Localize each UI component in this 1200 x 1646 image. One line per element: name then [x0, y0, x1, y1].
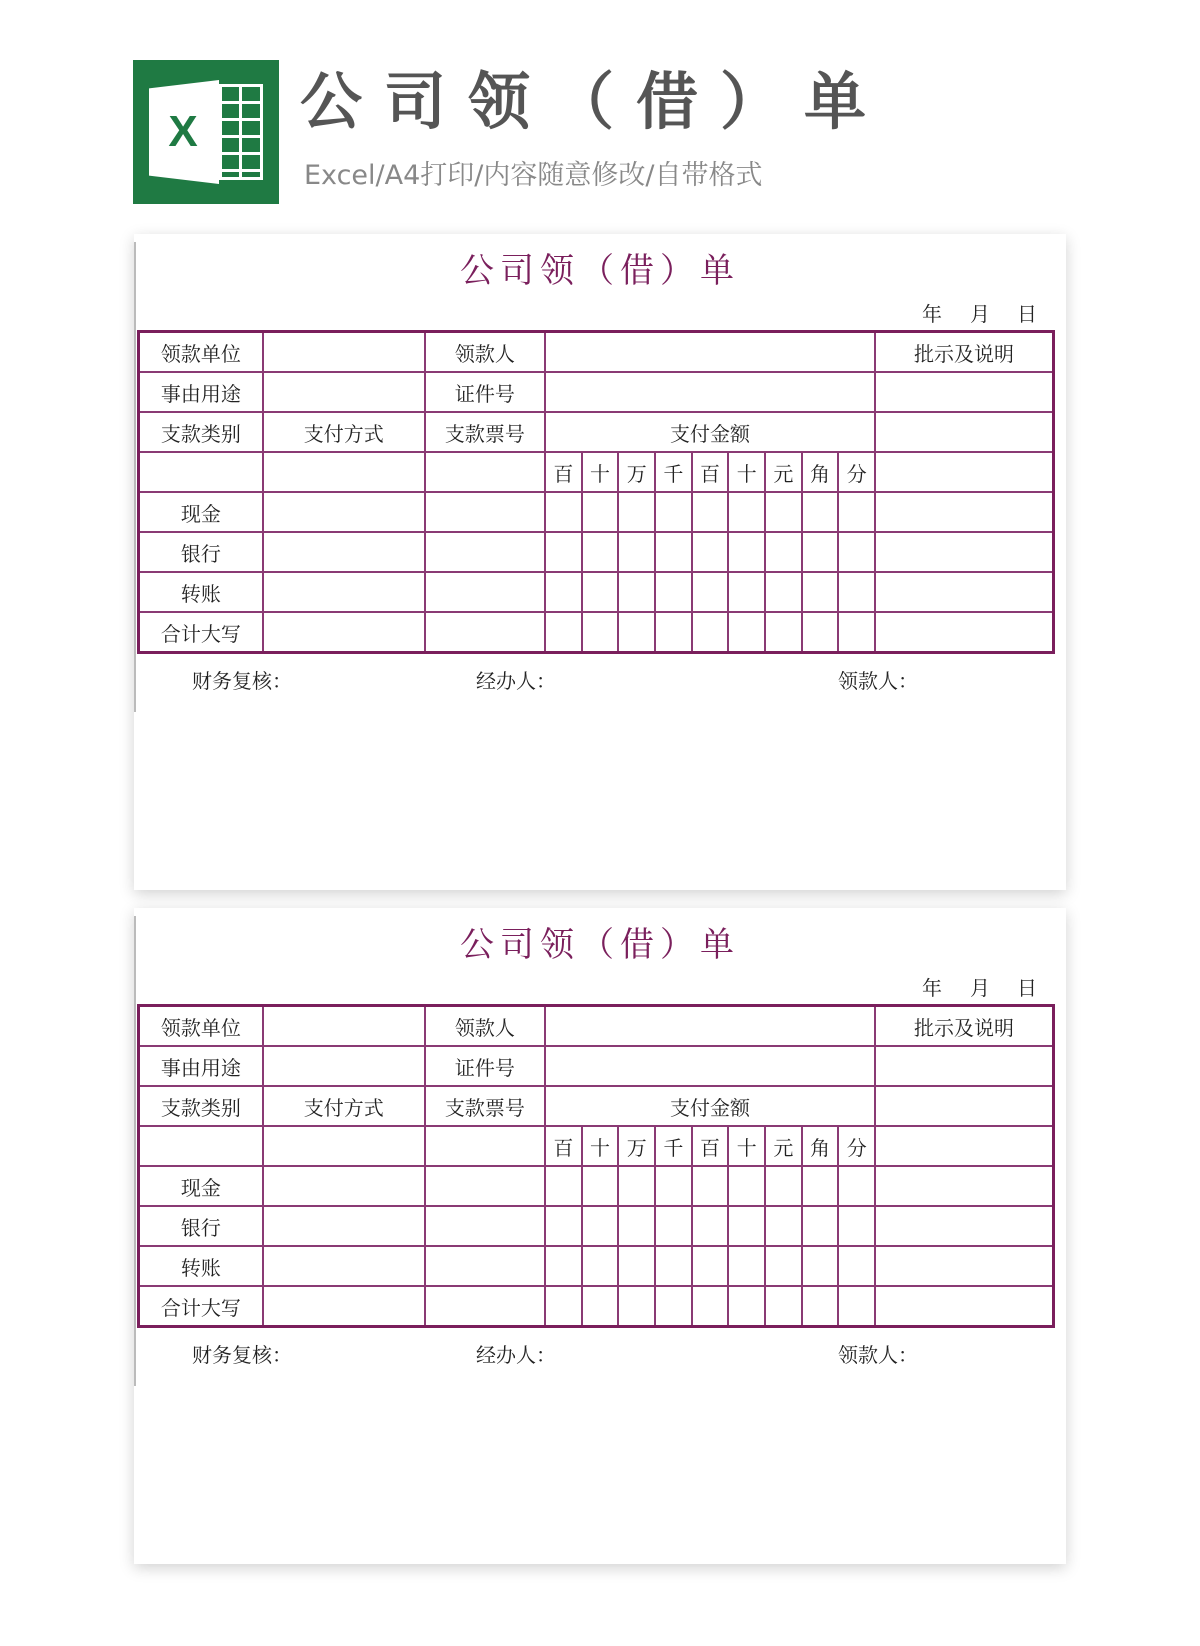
- receiver-label: 领款人：: [838, 669, 918, 693]
- digit-label: 十: [582, 452, 619, 492]
- digit-cell[interactable]: [582, 1286, 619, 1327]
- digit-cell[interactable]: [545, 572, 582, 612]
- table-row: [139, 1006, 1054, 1047]
- table-row: [139, 492, 1054, 532]
- digit-cell[interactable]: [692, 492, 729, 532]
- digit-cell[interactable]: [582, 1166, 619, 1206]
- approval-field[interactable]: [875, 1246, 1053, 1286]
- digit-cell[interactable]: [765, 1206, 802, 1246]
- digit-cell[interactable]: [728, 612, 765, 653]
- purpose-field[interactable]: [263, 1046, 425, 1086]
- digit-label: 百: [692, 1126, 729, 1166]
- date-year-label: 年: [922, 302, 942, 326]
- digit-cell[interactable]: [692, 1246, 729, 1286]
- id-no-label: 证件号: [425, 1046, 545, 1086]
- digit-cell[interactable]: [765, 572, 802, 612]
- amount-label: 支付金额: [545, 1086, 875, 1126]
- table-row: [139, 372, 1054, 412]
- digit-cell[interactable]: [765, 1286, 802, 1327]
- payment-type-label: 现金: [139, 492, 263, 532]
- digit-cell[interactable]: [802, 532, 839, 572]
- digit-label: 十: [582, 1126, 619, 1166]
- entry-cell[interactable]: [263, 1286, 425, 1327]
- digit-cell[interactable]: [765, 532, 802, 572]
- entry-cell[interactable]: [425, 1246, 545, 1286]
- handler-label: 经办人：: [476, 669, 556, 693]
- excel-icon-letter: X: [168, 107, 198, 156]
- digit-cell[interactable]: [655, 572, 692, 612]
- digit-label: 百: [545, 452, 582, 492]
- digit-cell[interactable]: [692, 612, 729, 653]
- receiver-label: 领款人：: [838, 1343, 918, 1367]
- digit-cell[interactable]: [655, 492, 692, 532]
- entry-cell[interactable]: [263, 572, 425, 612]
- finance-review-label: 财务复核：: [192, 1343, 292, 1367]
- approval-field[interactable]: [875, 492, 1053, 532]
- digit-cell[interactable]: [655, 612, 692, 653]
- form-sheet-1: [134, 234, 1066, 890]
- table-row: [139, 572, 1054, 612]
- approval-field[interactable]: [875, 572, 1053, 612]
- approval-field[interactable]: [875, 412, 1053, 452]
- ticket-no-label: 支款票号: [425, 412, 545, 452]
- table-row: [139, 1246, 1054, 1286]
- digit-cell[interactable]: [618, 1206, 655, 1246]
- digit-cell[interactable]: [545, 1206, 582, 1246]
- entry-cell[interactable]: [263, 1246, 425, 1286]
- digit-cell[interactable]: [545, 532, 582, 572]
- id-no-field[interactable]: [545, 1046, 875, 1086]
- excel-icon: [133, 60, 279, 204]
- digit-cell[interactable]: [655, 1166, 692, 1206]
- date-month-label: 月: [970, 976, 990, 1000]
- approval-field[interactable]: [875, 1286, 1053, 1327]
- blank-cell[interactable]: [139, 452, 263, 492]
- digit-label: 百: [692, 452, 729, 492]
- blank-cell[interactable]: [263, 452, 425, 492]
- digit-cell[interactable]: [618, 1166, 655, 1206]
- entry-cell[interactable]: [425, 1166, 545, 1206]
- digit-cell[interactable]: [728, 1286, 765, 1327]
- table-row: [139, 532, 1054, 572]
- approval-field[interactable]: [875, 372, 1053, 412]
- pay-type-label: 支款类别: [139, 412, 263, 452]
- amount-label: 支付金额: [545, 412, 875, 452]
- requisition-table: [137, 1004, 1055, 1328]
- digit-cell[interactable]: [838, 572, 875, 612]
- pay-method-label: 支付方式: [263, 412, 425, 452]
- digit-cell[interactable]: [545, 1246, 582, 1286]
- digit-cell[interactable]: [545, 1166, 582, 1206]
- digit-cell[interactable]: [618, 1286, 655, 1327]
- digit-cell[interactable]: [618, 492, 655, 532]
- approval-field[interactable]: [875, 1126, 1053, 1166]
- digit-cell[interactable]: [802, 1206, 839, 1246]
- pay-type-label: 支款类别: [139, 1086, 263, 1126]
- digit-cell[interactable]: [618, 532, 655, 572]
- date-year-label: 年: [922, 976, 942, 1000]
- digit-cell[interactable]: [838, 532, 875, 572]
- payment-type-label: 合计大写: [139, 1286, 263, 1327]
- digit-label: 元: [765, 452, 802, 492]
- digit-cell[interactable]: [838, 1286, 875, 1327]
- date-month-label: 月: [970, 302, 990, 326]
- digit-cell[interactable]: [582, 532, 619, 572]
- entry-cell[interactable]: [425, 612, 545, 653]
- approval-field[interactable]: [875, 1046, 1053, 1086]
- id-no-field[interactable]: [545, 372, 875, 412]
- purpose-label: 事由用途: [139, 1046, 263, 1086]
- payment-type-label: 转账: [139, 1246, 263, 1286]
- page-header: [0, 0, 1200, 220]
- purpose-field[interactable]: [263, 372, 425, 412]
- approval-label: 批示及说明: [875, 1006, 1053, 1047]
- table-row: [139, 1166, 1054, 1206]
- digit-label: 元: [765, 1126, 802, 1166]
- entry-cell[interactable]: [425, 1286, 545, 1327]
- blank-cell[interactable]: [139, 1126, 263, 1166]
- table-row: [139, 412, 1054, 452]
- digit-cell[interactable]: [838, 1246, 875, 1286]
- form-title: 公司领（借）单: [460, 251, 740, 291]
- entry-cell[interactable]: [425, 1206, 545, 1246]
- digit-label: 万: [618, 1126, 655, 1166]
- entry-cell[interactable]: [263, 612, 425, 653]
- digit-label: 千: [655, 452, 692, 492]
- digit-label: 角: [802, 452, 839, 492]
- digit-cell[interactable]: [582, 572, 619, 612]
- blank-cell[interactable]: [263, 1126, 425, 1166]
- requisition-table: [137, 330, 1055, 654]
- entry-cell[interactable]: [425, 572, 545, 612]
- digit-cell[interactable]: [802, 492, 839, 532]
- date-day-label: 日: [1017, 302, 1037, 326]
- finance-review-label: 财务复核：: [192, 669, 292, 693]
- payment-type-label: 转账: [139, 572, 263, 612]
- payment-type-label: 现金: [139, 1166, 263, 1206]
- unit-field[interactable]: [263, 1006, 425, 1047]
- digit-cell[interactable]: [728, 492, 765, 532]
- digit-cell[interactable]: [545, 492, 582, 532]
- digit-cell[interactable]: [655, 1246, 692, 1286]
- blank-cell[interactable]: [425, 452, 545, 492]
- id-no-label: 证件号: [425, 372, 545, 412]
- approval-field[interactable]: [875, 532, 1053, 572]
- table-row: [139, 1046, 1054, 1086]
- digit-cell[interactable]: [692, 1166, 729, 1206]
- table-row: [139, 1086, 1054, 1126]
- digit-cell[interactable]: [692, 572, 729, 612]
- digit-cell[interactable]: [765, 1246, 802, 1286]
- entry-cell[interactable]: [425, 492, 545, 532]
- entry-cell[interactable]: [263, 1166, 425, 1206]
- digit-cell[interactable]: [655, 532, 692, 572]
- digit-cell[interactable]: [802, 572, 839, 612]
- digit-cell[interactable]: [838, 1166, 875, 1206]
- table-row: [139, 452, 1054, 492]
- table-row: [139, 332, 1054, 373]
- digit-cell[interactable]: [582, 492, 619, 532]
- digit-cell[interactable]: [582, 1206, 619, 1246]
- digit-label: 分: [838, 452, 875, 492]
- approval-field[interactable]: [875, 1206, 1053, 1246]
- unit-field[interactable]: [263, 332, 425, 373]
- digit-cell[interactable]: [838, 1206, 875, 1246]
- digit-cell[interactable]: [728, 1206, 765, 1246]
- approval-label: 批示及说明: [875, 332, 1053, 373]
- approval-field[interactable]: [875, 612, 1053, 653]
- digit-cell[interactable]: [582, 1246, 619, 1286]
- digit-label: 十: [728, 1126, 765, 1166]
- digit-cell[interactable]: [728, 1246, 765, 1286]
- page-subtitle: Excel/A4打印/内容随意修改/自带格式: [304, 160, 763, 191]
- payment-type-label: 银行: [139, 532, 263, 572]
- digit-cell[interactable]: [765, 1166, 802, 1206]
- digit-label: 角: [802, 1126, 839, 1166]
- digit-label: 百: [545, 1126, 582, 1166]
- entry-cell[interactable]: [425, 532, 545, 572]
- digit-cell[interactable]: [655, 1286, 692, 1327]
- digit-cell[interactable]: [692, 1286, 729, 1327]
- payee-field[interactable]: [545, 332, 875, 373]
- digit-cell[interactable]: [692, 1206, 729, 1246]
- approval-field[interactable]: [875, 1166, 1053, 1206]
- digit-cell[interactable]: [655, 1206, 692, 1246]
- digit-cell[interactable]: [802, 1286, 839, 1327]
- date-day-label: 日: [1017, 976, 1037, 1000]
- entry-cell[interactable]: [263, 532, 425, 572]
- digit-cell[interactable]: [728, 532, 765, 572]
- entry-cell[interactable]: [263, 492, 425, 532]
- payment-type-label: 合计大写: [139, 612, 263, 653]
- entry-cell[interactable]: [263, 1206, 425, 1246]
- unit-label: 领款单位: [139, 1006, 263, 1047]
- approval-field[interactable]: [875, 1086, 1053, 1126]
- digit-cell[interactable]: [802, 1246, 839, 1286]
- digit-cell[interactable]: [802, 612, 839, 653]
- digit-label: 万: [618, 452, 655, 492]
- payee-field[interactable]: [545, 1006, 875, 1047]
- form-sheet-2: [134, 908, 1066, 1564]
- digit-cell[interactable]: [838, 492, 875, 532]
- digit-cell[interactable]: [802, 1166, 839, 1206]
- digit-label: 十: [728, 452, 765, 492]
- digit-cell[interactable]: [618, 612, 655, 653]
- table-row: [139, 1206, 1054, 1246]
- digit-cell[interactable]: [582, 612, 619, 653]
- table-row: [139, 1126, 1054, 1166]
- form-title: 公司领（借）单: [460, 925, 740, 965]
- table-row: [139, 612, 1054, 653]
- ticket-no-label: 支款票号: [425, 1086, 545, 1126]
- digit-cell[interactable]: [765, 612, 802, 653]
- digit-cell[interactable]: [618, 572, 655, 612]
- purpose-label: 事由用途: [139, 372, 263, 412]
- handler-label: 经办人：: [476, 1343, 556, 1367]
- payee-label: 领款人: [425, 1006, 545, 1047]
- page-title: 公司领（借）单: [300, 65, 889, 138]
- digit-cell[interactable]: [838, 612, 875, 653]
- payee-label: 领款人: [425, 332, 545, 373]
- digit-cell[interactable]: [692, 532, 729, 572]
- digit-cell[interactable]: [728, 1166, 765, 1206]
- pay-method-label: 支付方式: [263, 1086, 425, 1126]
- blank-cell[interactable]: [425, 1126, 545, 1166]
- payment-type-label: 银行: [139, 1206, 263, 1246]
- approval-field[interactable]: [875, 452, 1053, 492]
- digit-cell[interactable]: [765, 492, 802, 532]
- digit-label: 千: [655, 1126, 692, 1166]
- digit-cell[interactable]: [545, 612, 582, 653]
- unit-label: 领款单位: [139, 332, 263, 373]
- digit-cell[interactable]: [618, 1246, 655, 1286]
- table-row: [139, 1286, 1054, 1327]
- digit-label: 分: [838, 1126, 875, 1166]
- digit-cell[interactable]: [728, 572, 765, 612]
- digit-cell[interactable]: [545, 1286, 582, 1327]
